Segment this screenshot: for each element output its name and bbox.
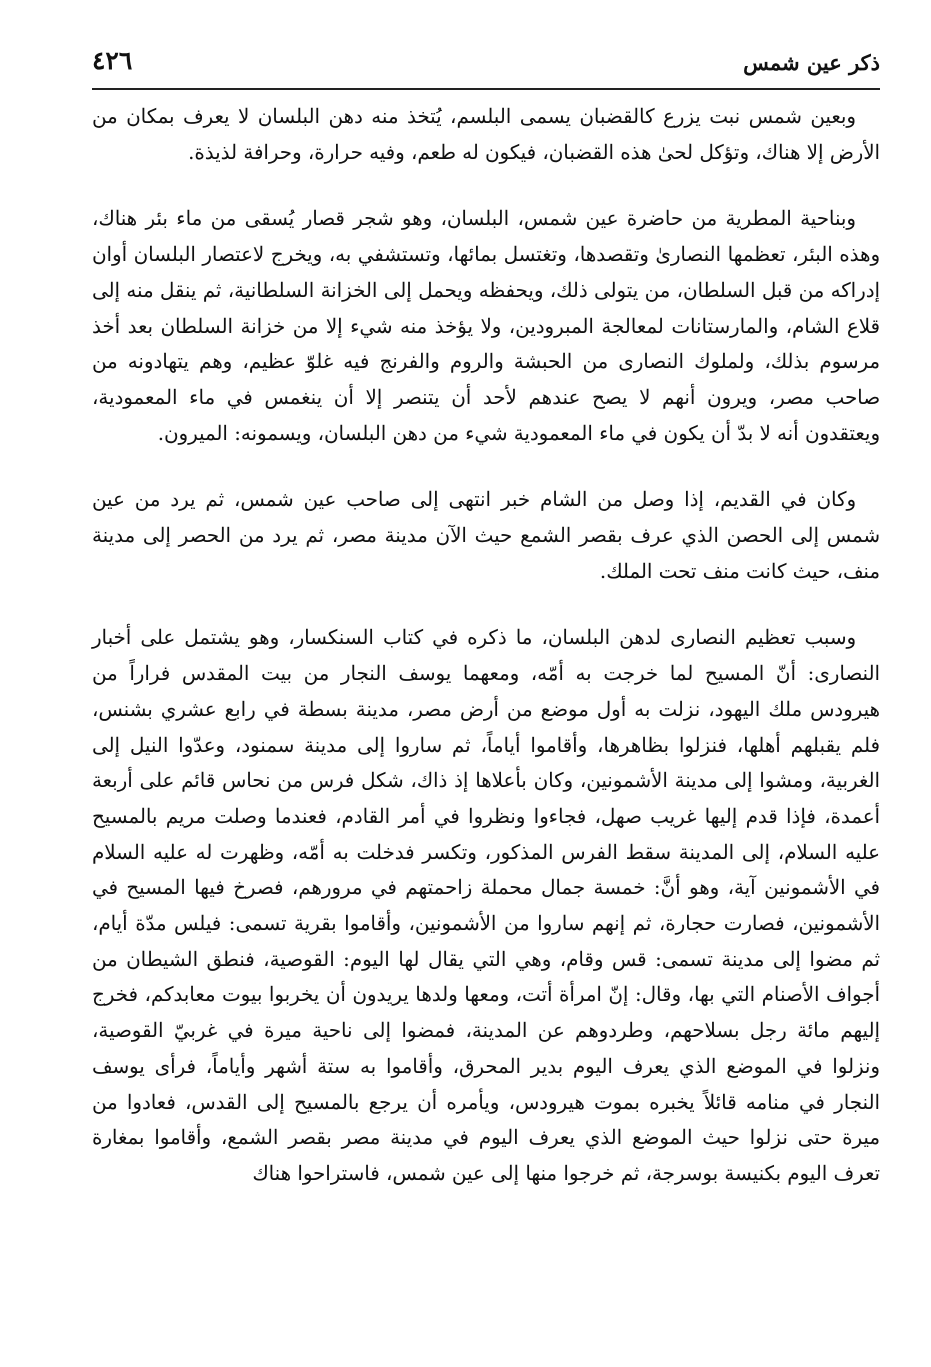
page-header [92, 38, 880, 88]
page-content [92, 99, 880, 1192]
header-divider [92, 88, 880, 90]
page-number: ٤٢٦ [92, 46, 133, 75]
running-title: ذكر عين شمس [743, 50, 880, 75]
paragraph-3: وكان في القديم، إذا وصل من الشام خبر انتهى إلى صاحب عين شمس، ثم يرد من عين شمس إلى الحصن الذي عرف بقصر الشمع حيث الآن مدينة مصر، ثم يرد من الحصر إلى مدينة منف، حيث كانت منف تحت الملك. [92, 488, 880, 583]
paragraph-2: وبناحية المطرية من حاضرة عين شمس، البلسان، وهو شجر قصار يُسقى من ماء بئر هناك، وهذه البئر، تعظمها النصارىٰ وتقصدها، وتغتسل بمائها، وتستشفي به، ويخرج لاعتصار البلسان أوان إدراكه من قبل السلطان، من يتولى ذلك، ويحفظه ويحمل إلى الخزانة السلطانية، ثم ينقل منه إلى قلاع الشام، والمارستانات لمعالجة المبرودين، ولا يؤخذ منه شيء إلا من خزانة السلطان بعد أخذ مرسوم بذلك، ولملوك النصارى من الحبشة والروم والفرنج فيه غلوّ عظيم، وهم يتهادونه من صاحب مصر، ويرون أنهم لا يصح عندهم لأحد أن يتنصر إلا أن ينغمس في ماء المعمودية، ويعتقدون أنه لا بدّ أن يكون في ماء المعمودية شيء من دهن البلسان، ويسمونه: الميرون. [92, 207, 880, 445]
paragraph-4: وسبب تعظيم النصارى لدهن البلسان، ما ذكره في كتاب السنكسار، وهو يشتمل على أخبار النصارى: أنّ المسيح لما خرجت به أمّه، ومعهما يوسف النجار من بيت المقدس فراراً من هيرودس ملك اليهود، نزلت به أول موضع من أرض مصر، مدينة بسطة في رابع عشري بشنس، فلم يقبلهم أهلها، فنزلوا بظاهرها، وأقاموا أياماً، ثم ساروا إلى مدينة سمنود، وعدّوا النيل إلى الغربية، ومشوا إلى مدينة الأشمونين، وكان بأعلاها إذ ذاك، شكل فرس من نحاس قائم على أربعة أعمدة، فإذا قدم إليها غريب صهل، فجاءوا ونظروا في أمر القادم، فعندما وصلت مريم بالمسيح عليه السلام، إلى المدينة سقط الفرس المذكور، وتكسر فدخلت به أمّه، وظهرت له عليه السلام في الأشمونين آية، وهو أنَّ: خمسة جمال محملة زاحمتهم في مرورهم، فصرخ فيها المسيح في الأشمونين، فصارت حجارة، ثم إنهم ساروا من الأشمونين، وأقاموا بقرية تسمى: فيلس مدّة أيام، ثم مضوا إلى مدينة تسمى: قس وقام، وهي التي يقال لها اليوم: القوصية، فنطق الشيطان من أجواف الأصنام التي بها، وقال: إنّ امرأة أتت، ومعها ولدها يريدون أن يخربوا بيوت معابدكم، فخرج إليهم مائة رجل بسلاحهم، وطردوهم عن المدينة، فمضوا إلى ناحية ميرة في غربيّ القوصية، ونزلوا في الموضع الذي يعرف اليوم بدير المحرق، وأقاموا به ستة أشهر وأياماً، فرأى يوسف النجار في منامه قائلاً يخبره بموت هيرودس، ويأمره أن يرجع بالمسيح إلى القدس، فعادوا من ميرة حتى نزلوا حيث الموضع الذي يعرف اليوم في مدينة مصر بقصر الشمع، وأقاموا بمغارة تعرف اليوم بكنيسة بوسرجة، ثم خرجوا منها إلى عين شمس، فاستراحوا هناك [92, 626, 880, 1185]
paragraph-1: وبعين شمس نبت يزرع كالقضبان يسمى البلسم، يُتخذ منه دهن البلسان لا يعرف بمكان من الأرض إلا هناك، وتؤكل لحىٰ هذه القضبان، فيكون له طعم، وفيه حرارة، وحرافة لذيذة. [92, 105, 880, 164]
